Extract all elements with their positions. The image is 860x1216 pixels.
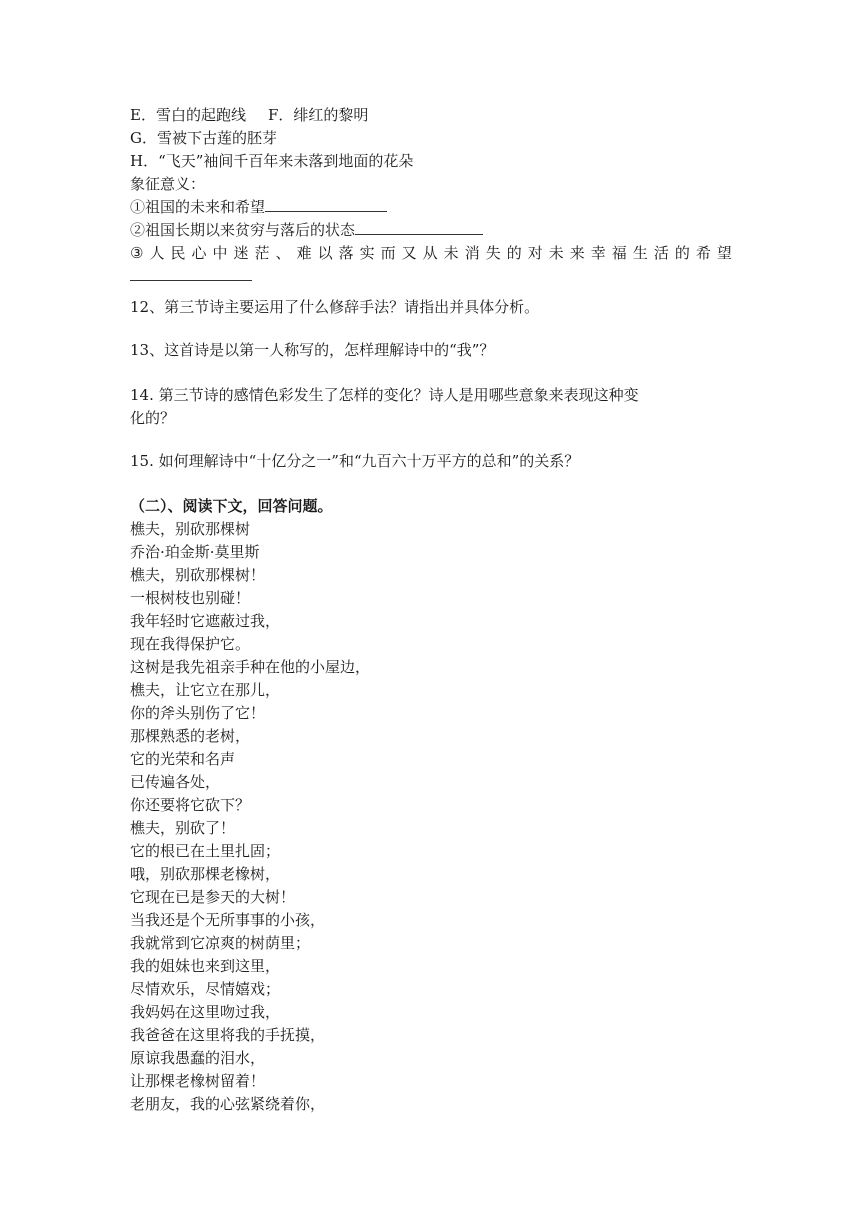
poem-line: 让那棵老橡树留着！	[130, 1072, 266, 1090]
poem-line: 一根树枝也别碰！	[130, 589, 251, 607]
poem-body	[130, 564, 732, 1116]
poem-line: 你还要将它砍下？	[130, 796, 251, 814]
poem-line: 它的根已在土里扎固；	[130, 842, 281, 860]
poem-line: 我就常到它凉爽的树荫里；	[130, 934, 311, 952]
symbol-item-3-char: 消	[464, 244, 480, 262]
symbol-item-3-char: 未	[548, 244, 564, 262]
symbol-item-3-char: 难	[296, 244, 312, 262]
symbol-item-3-char: 落	[338, 244, 354, 262]
poem-line: 我的姐妹也来到这里，	[130, 957, 281, 975]
symbol-item-3-char: 中	[212, 244, 228, 262]
question-14-line-1: 14. 第三节诗的感情色彩发生了怎样的变化？诗人是用哪些意象来表现这种变	[130, 386, 639, 404]
poem-line: 当我还是个无所事事的小孩，	[130, 911, 326, 929]
question-15: 15. 如何理解诗中“十亿分之一”和“九百六十万平方的总和”的关系？	[130, 452, 580, 470]
symbol-item-3-char: 来	[569, 244, 585, 262]
question-14	[130, 384, 732, 430]
question-12: 12、第三节诗主要运用了什么修辞手法？请指出并具体分析。	[130, 298, 540, 316]
symbol-item-3-char: 、	[275, 244, 291, 262]
symbol-item-3-char: 的	[506, 244, 522, 262]
answer-blank[interactable]	[130, 266, 252, 281]
symbol-item-3-char: 又	[401, 244, 417, 262]
symbol-item-2	[130, 219, 732, 242]
symbol-item-3-char: 对	[527, 244, 543, 262]
symbol-item-3-char: 茫	[254, 244, 270, 262]
poem-line: 樵夫，别砍了！	[130, 819, 236, 837]
options-e-f	[130, 104, 732, 127]
symbol-item-3-char: 迷	[233, 244, 249, 262]
poem-line: 我爸爸在这里将我的手抚摸，	[130, 1026, 326, 1044]
symbol-item-1-text: ①祖国的未来和希望	[130, 198, 266, 216]
symbol-item-3-char: 福	[611, 244, 627, 262]
symbol-item-3-char: 以	[317, 244, 333, 262]
answer-blank[interactable]	[355, 220, 483, 235]
poem-line: 樵夫，别砍那棵树！	[130, 566, 266, 584]
symbol-item-3-char: 人	[149, 244, 165, 262]
poem-line: 已传遍各处，	[130, 773, 221, 791]
poem-line: 哦，别砍那棵老橡树，	[130, 865, 281, 883]
symbol-item-3-char: 活	[653, 244, 669, 262]
option-f: F．绯红的黎明	[267, 106, 369, 124]
poem-title: 樵夫，别砍那棵树	[130, 520, 251, 538]
symbol-item-3-blank-line	[130, 265, 732, 288]
symbol-item-3-char: 实	[359, 244, 375, 262]
poem-line: 现在我得保护它。	[130, 635, 251, 653]
symbol-item-3-char: 幸	[590, 244, 606, 262]
symbol-item-3-char: 未	[443, 244, 459, 262]
symbol-item-3	[130, 242, 732, 265]
poem-line: 这树是我先祖亲手种在他的小屋边，	[130, 658, 371, 676]
poem-line: 樵夫，让它立在那儿，	[130, 681, 281, 699]
poem-line: 尽情欢乐，尽情嬉戏；	[130, 980, 281, 998]
section-2-heading: （二）、阅读下文，回答问题。	[130, 497, 333, 515]
poem-line: 它现在已是参天的大树！	[130, 888, 296, 906]
question-13: 13、这首诗是以第一人称写的，怎样理解诗中的“我”？	[130, 341, 495, 359]
symbol-item-3-char: 望	[716, 244, 732, 262]
document-page	[130, 104, 732, 1116]
symbol-item-3-char: 的	[674, 244, 690, 262]
symbol-item-3-char: 而	[380, 244, 396, 262]
poem-author: 乔治·珀金斯·莫里斯	[130, 543, 260, 561]
poem-line: 那棵熟悉的老树，	[130, 727, 251, 745]
symbol-item-2-text: ②祖国长期以来贫穷与落后的状态	[130, 221, 356, 239]
answer-blank[interactable]	[265, 197, 387, 212]
symbol-item-3-char: ③	[130, 244, 144, 262]
poem-line: 老朋友，我的心弦紧绕着你，	[130, 1095, 326, 1113]
poem-line: 它的光荣和名声	[130, 750, 236, 768]
poem-line: 我年轻时它遮蔽过我，	[130, 612, 281, 630]
symbol-item-3-char: 民	[170, 244, 186, 262]
poem-line: 原谅我愚蠢的泪水，	[130, 1049, 266, 1067]
question-14-line-2: 化的？	[130, 409, 176, 427]
symbol-item-3-char: 生	[632, 244, 648, 262]
option-g: G．雪被下古莲的胚芽	[130, 129, 277, 147]
option-h: H．“飞天”袖间千百年来未落到地面的花朵	[130, 152, 414, 170]
symbol-heading: 象征意义：	[130, 175, 206, 193]
symbol-item-3-char: 心	[191, 244, 207, 262]
symbol-item-3-char: 从	[422, 244, 438, 262]
poem-line: 我妈妈在这里吻过我，	[130, 1003, 281, 1021]
symbol-item-3-char: 希	[695, 244, 711, 262]
poem-line: 你的斧头别伤了它！	[130, 704, 266, 722]
symbol-item-3-char: 失	[485, 244, 501, 262]
option-e: E．雪白的起跑线	[130, 106, 246, 124]
symbol-item-1	[130, 196, 732, 219]
